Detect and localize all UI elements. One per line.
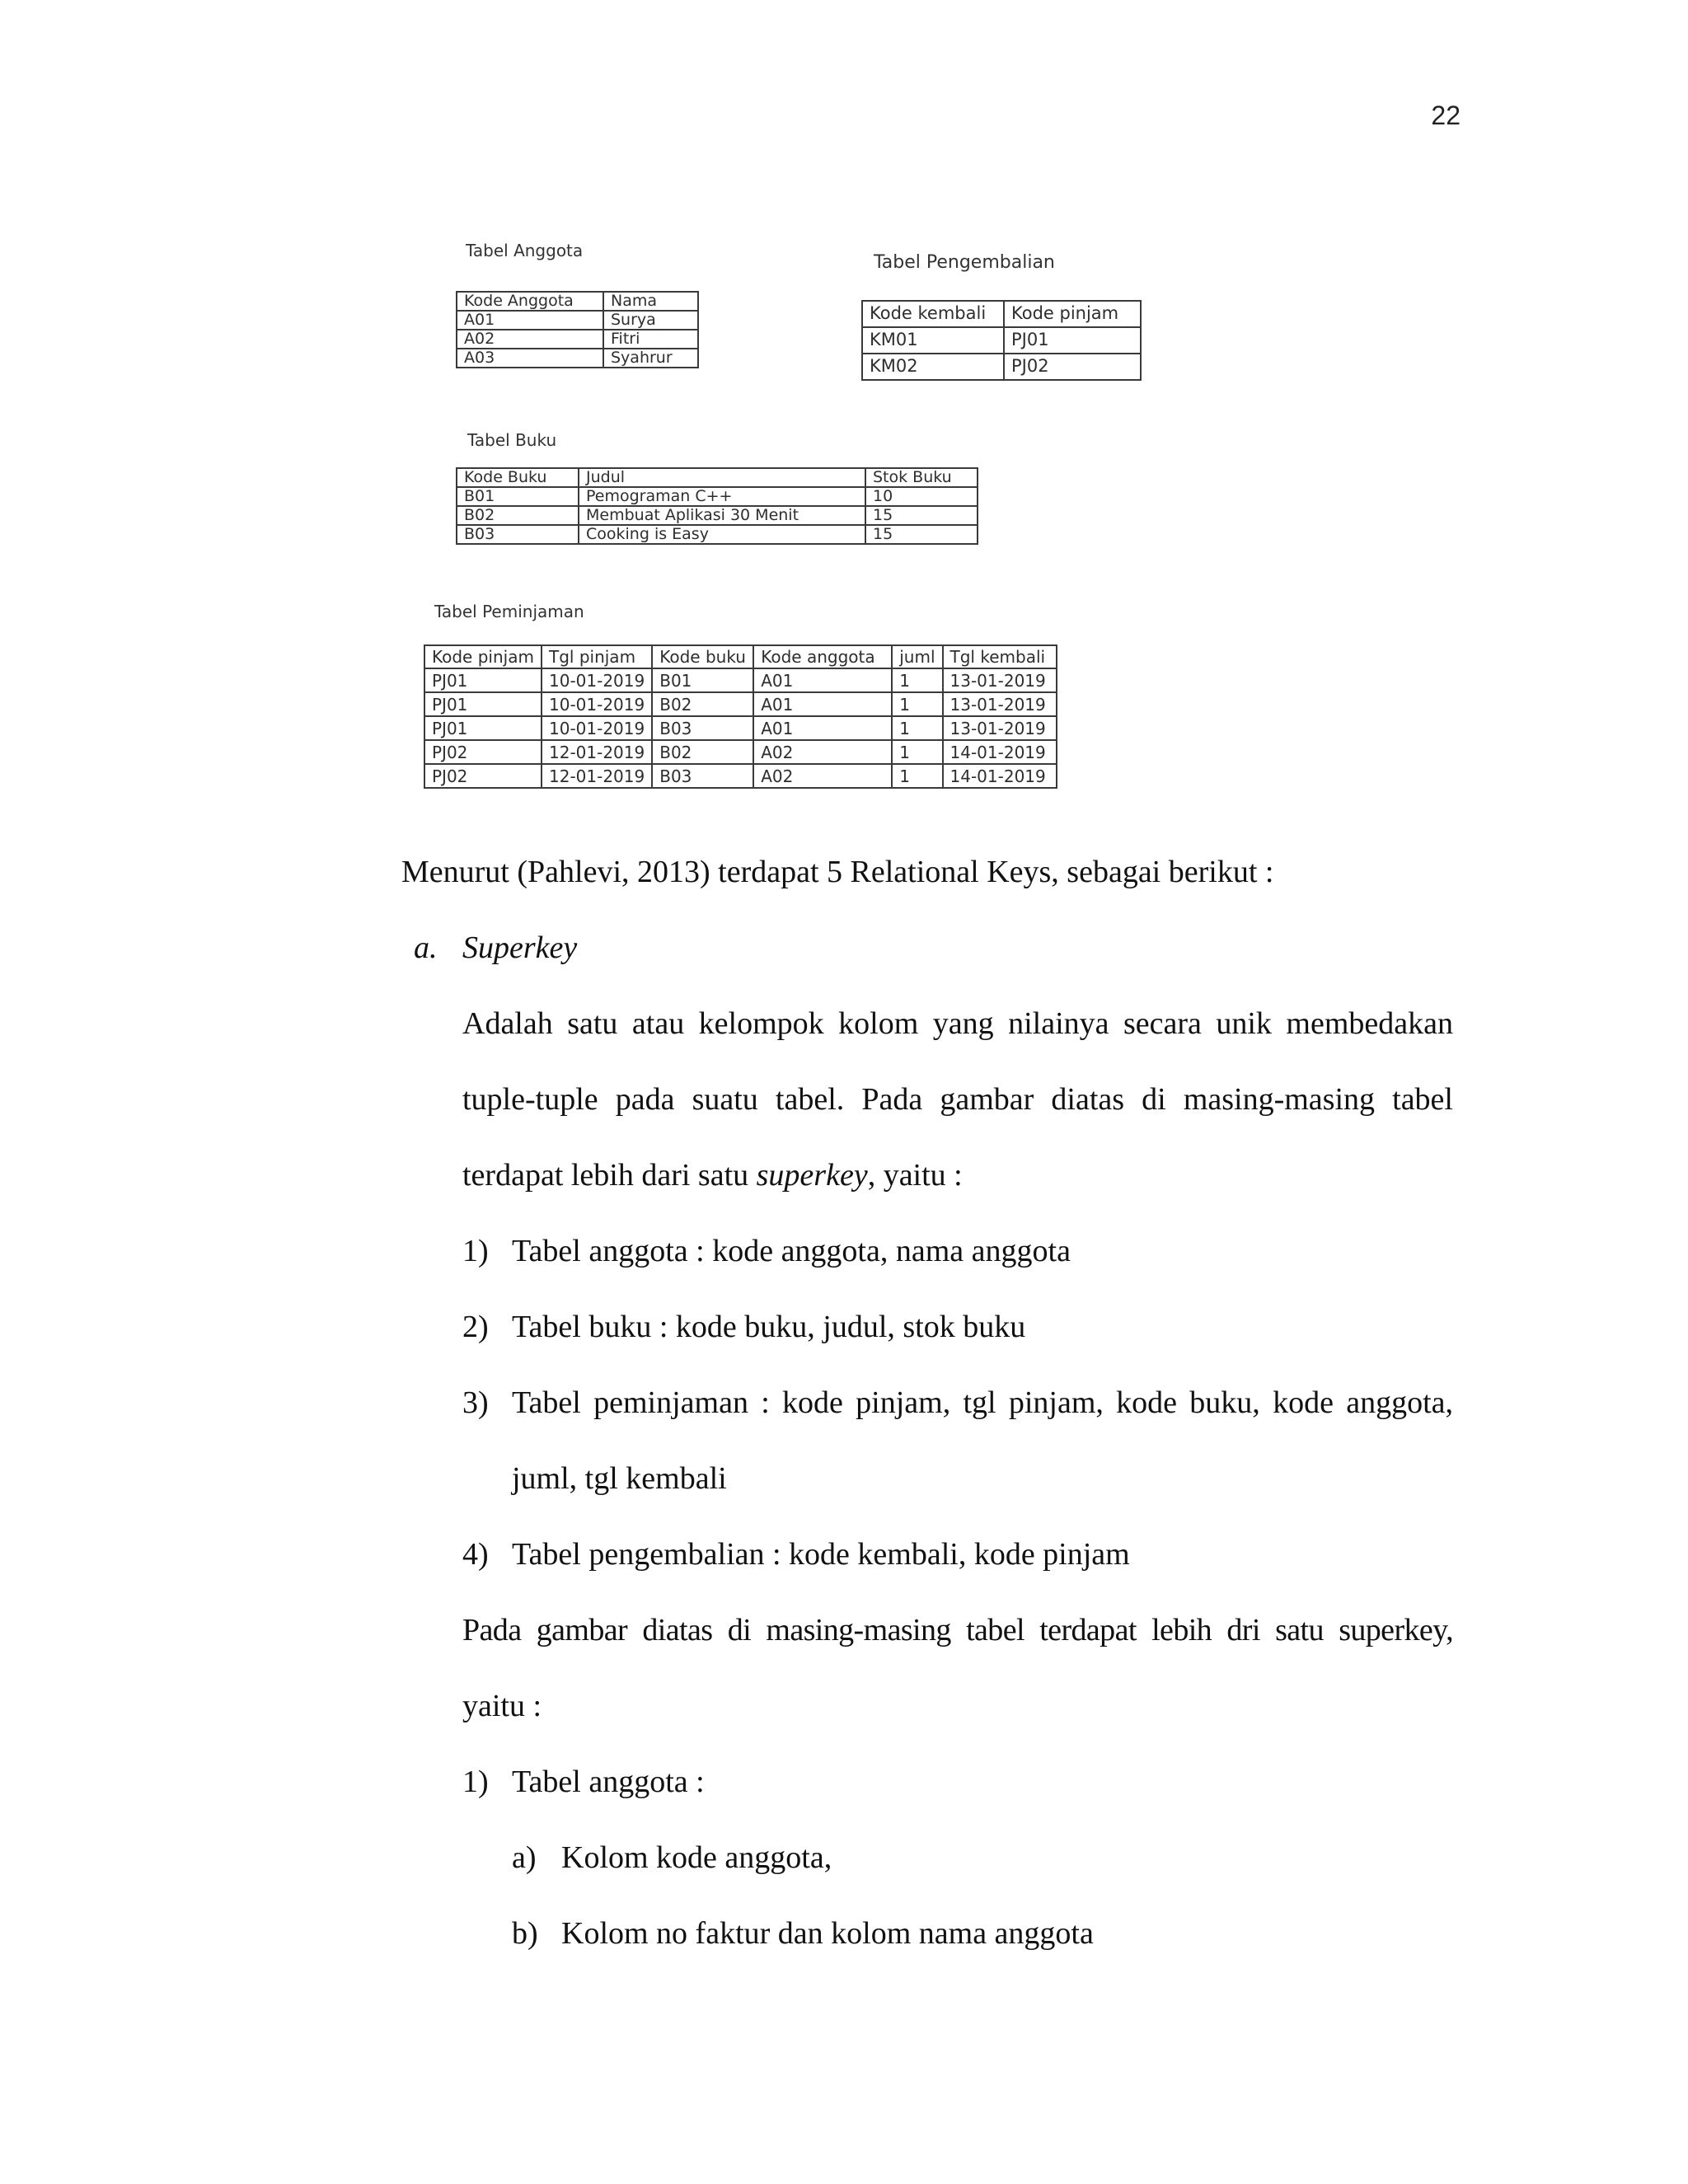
column-header: Nama: [603, 292, 698, 311]
table-cell: B03: [457, 525, 579, 544]
page-number: 22: [1431, 101, 1461, 130]
paragraph-line: yaitu :: [462, 1689, 542, 1723]
table-cell: 12-01-2019: [542, 740, 652, 764]
list-item: Tabel anggota : kode anggota, nama anggota: [512, 1234, 1071, 1268]
table-cell: B01: [652, 668, 753, 692]
table-cell: B01: [457, 487, 579, 506]
table-buku: [456, 467, 978, 545]
caption-tabel-buku: Tabel Buku: [467, 430, 557, 450]
table-cell: 13-01-2019: [943, 716, 1057, 740]
table-cell: 12-01-2019: [542, 764, 652, 788]
table-cell: 15: [865, 506, 978, 525]
table-cell: B02: [457, 506, 579, 525]
list-item: Tabel pengembalian : kode kembali, kode pinjam: [512, 1537, 1130, 1572]
table-cell: 14-01-2019: [943, 764, 1057, 788]
list-number: 1): [462, 1234, 489, 1268]
list-item: Tabel anggota :: [512, 1765, 705, 1799]
table-cell: PJ01: [1004, 327, 1141, 354]
table-cell: B02: [652, 740, 753, 764]
table-row: [424, 764, 1057, 788]
intro-paragraph: Menurut (Pahlevi, 2013) terdapat 5 Relational Keys, sebagai berikut :: [401, 855, 1274, 889]
table-cell: B03: [652, 764, 753, 788]
list-item: Tabel buku : kode buku, judul, stok buku: [512, 1310, 1026, 1344]
table-anggota: [456, 291, 699, 368]
table-cell: A03: [457, 349, 603, 368]
table-cell: PJ01: [424, 668, 542, 692]
table-peminjaman: [424, 644, 1057, 789]
list-number: 4): [462, 1537, 489, 1572]
column-header: Kode pinjam: [1004, 301, 1141, 327]
table-row: [424, 716, 1057, 740]
sublist-item: Kolom no faktur dan kolom nama anggota: [561, 1916, 1094, 1951]
table-header-row: [457, 292, 698, 311]
database-tables-figure: [401, 231, 1143, 808]
table-row: [457, 525, 978, 544]
paragraph-line: Adalah satu atau kelompok kolom yang nilainya secara unik membedakan: [462, 1006, 1453, 1041]
table-cell: Cooking is Easy: [579, 525, 865, 544]
table-cell: 10-01-2019: [542, 668, 652, 692]
table-cell: 1: [892, 716, 942, 740]
table-row: [424, 740, 1057, 764]
table-cell: B03: [652, 716, 753, 740]
caption-tabel-pengembalian: Tabel Pengembalian: [874, 252, 1055, 273]
list-number: 3): [462, 1385, 489, 1420]
column-header: Kode pinjam: [424, 645, 542, 668]
table-cell: A01: [753, 668, 892, 692]
table-cell: Fitri: [603, 330, 698, 349]
table-cell: 14-01-2019: [943, 740, 1057, 764]
table-row: [424, 668, 1057, 692]
table-row: [457, 487, 978, 506]
column-header: Tgl pinjam: [542, 645, 652, 668]
table-cell: 13-01-2019: [943, 668, 1057, 692]
column-header: Kode Buku: [457, 468, 579, 487]
table-cell: 1: [892, 764, 942, 788]
caption-tabel-anggota: Tabel Anggota: [466, 241, 584, 260]
table-cell: 1: [892, 668, 942, 692]
table-cell: 1: [892, 740, 942, 764]
table-row: [457, 349, 698, 368]
column-header: Kode buku: [652, 645, 753, 668]
table-header-row: [862, 301, 1141, 327]
table-cell: B02: [652, 692, 753, 716]
table-cell: PJ01: [424, 716, 542, 740]
list-number: 1): [462, 1765, 489, 1799]
table-row: [457, 506, 978, 525]
paragraph-line: Pada gambar diatas di masing-masing tabel terdapat lebih dri satu superkey,: [462, 1613, 1453, 1647]
table-cell: 15: [865, 525, 978, 544]
table-row: [457, 311, 698, 330]
column-header: Judul: [579, 468, 865, 487]
table-row: [457, 330, 698, 349]
table-cell: PJ02: [1004, 354, 1141, 380]
column-header: Tgl kembali: [943, 645, 1057, 668]
table-cell: A01: [753, 692, 892, 716]
table-cell: 10-01-2019: [542, 692, 652, 716]
table-cell: A02: [753, 740, 892, 764]
table-cell: Pemograman C++: [579, 487, 865, 506]
caption-tabel-peminjaman: Tabel Peminjaman: [434, 602, 584, 621]
table-header-row: [457, 468, 978, 487]
table-pengembalian: [861, 300, 1142, 381]
table-row: [424, 692, 1057, 716]
table-cell: Syahrur: [603, 349, 698, 368]
table-cell: A02: [753, 764, 892, 788]
text-run: terdapat lebih dari satu: [462, 1158, 757, 1193]
table-row: [862, 354, 1141, 380]
paragraph-line: tuple-tuple pada suatu tabel. Pada gambar diatas di masing-masing tabel: [462, 1082, 1453, 1117]
table-cell: KM02: [862, 354, 1004, 380]
column-header: Kode anggota: [753, 645, 892, 668]
table-cell: 13-01-2019: [943, 692, 1057, 716]
table-cell: KM01: [862, 327, 1004, 354]
table-cell: PJ02: [424, 764, 542, 788]
column-header: Kode Anggota: [457, 292, 603, 311]
table-cell: A02: [457, 330, 603, 349]
sublist-marker: b): [512, 1916, 538, 1951]
superkey-term: superkey: [756, 1158, 868, 1193]
list-number: 2): [462, 1310, 489, 1344]
column-header: Kode kembali: [862, 301, 1004, 327]
paragraph-line: [462, 1156, 963, 1194]
table-cell: 10: [865, 487, 978, 506]
column-header: juml: [892, 645, 942, 668]
table-cell: 10-01-2019: [542, 716, 652, 740]
table-cell: PJ02: [424, 740, 542, 764]
text-run: , yaitu :: [867, 1158, 963, 1193]
list-item-continuation: juml, tgl kembali: [512, 1461, 727, 1496]
column-header: Stok Buku: [865, 468, 978, 487]
item-a-marker: a.: [414, 930, 438, 965]
list-item: Tabel peminjaman : kode pinjam, tgl pinjam, kode buku, kode anggota,: [512, 1385, 1453, 1420]
table-cell: A01: [457, 311, 603, 330]
sublist-marker: a): [512, 1840, 537, 1875]
table-cell: 1: [892, 692, 942, 716]
table-header-row: [424, 645, 1057, 668]
item-a-title: Superkey: [462, 930, 578, 965]
table-cell: A01: [753, 716, 892, 740]
table-cell: PJ01: [424, 692, 542, 716]
table-cell: Membuat Aplikasi 30 Menit: [579, 506, 865, 525]
table-row: [862, 327, 1141, 354]
table-cell: Surya: [603, 311, 698, 330]
sublist-item: Kolom kode anggota,: [561, 1840, 832, 1875]
